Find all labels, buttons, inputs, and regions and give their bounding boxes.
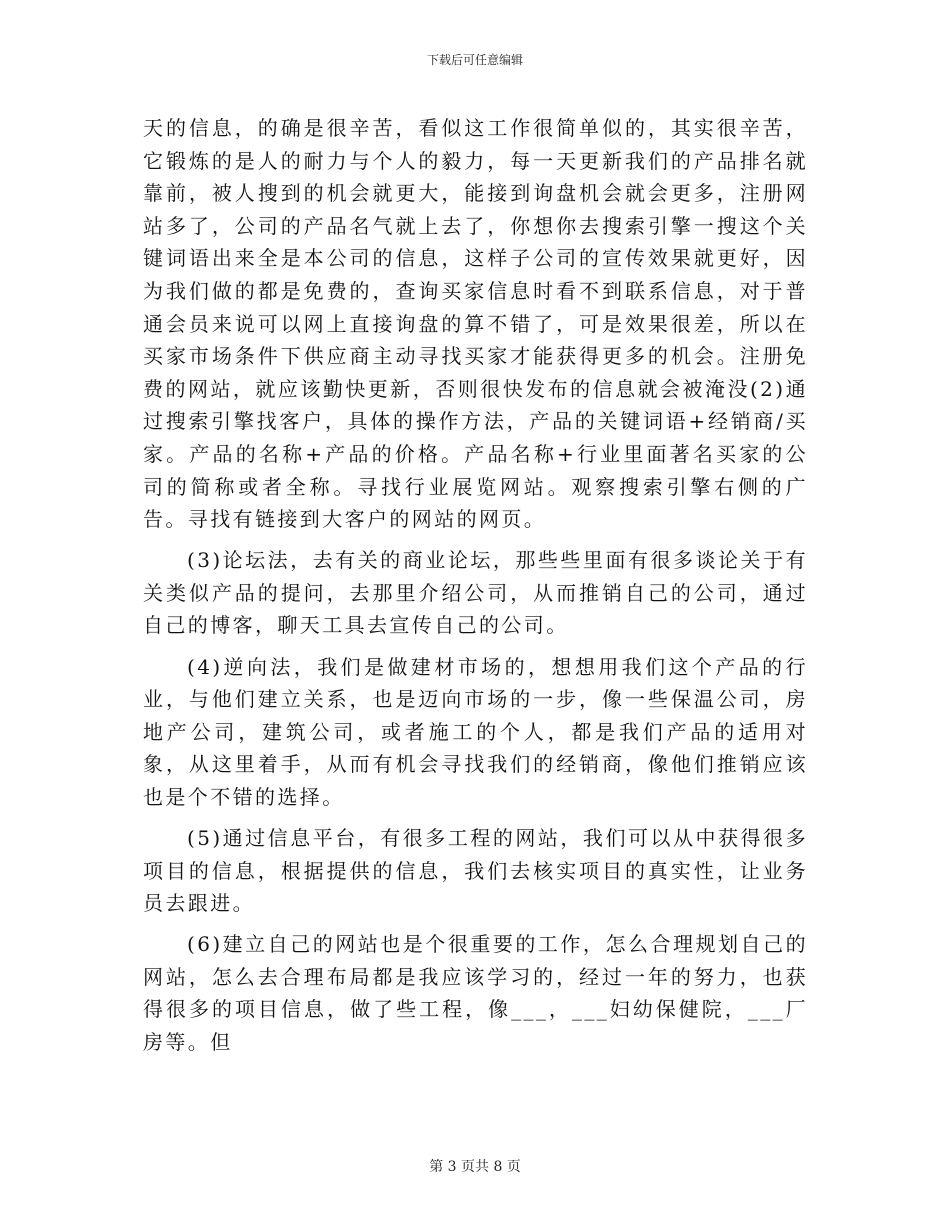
paragraph-own-website: (6)建立自己的网站也是个很重要的工作，怎么合理规划自己的网站，怎么去合理布局都是我应该学习的，经过一年的努力，也获得很多的项目信息，做了些工程，像___，___妇幼保健院，___厂房等。但 [143,932,808,1055]
document-body [143,112,808,1059]
page-footer: 第 3 页共 8 页 [429,1159,521,1175]
paragraph-reverse-method: (4)逆向法，我们是做建材市场的，想想用我们这个产品的行业，与他们建立关系，也是迈向市场的一步，像一些保温公司，房地产公司，建筑公司，或者施工的个人，都是我们产品的适用对象，从这里着手，从而有机会寻找我们的经销商，像他们推销应该也是个不错的选择。 [143,654,808,809]
paragraph-info-platform: (5)通过信息平台，有很多工程的网站，我们可以从中获得很多项目的信息，根据提供的信息，我们去核实项目的真实性，让业务员去跟进。 [143,825,808,916]
page-header: 下载后可任意编辑 [426,53,523,67]
paragraph-forum-method: (3)论坛法，去有关的商业论坛，那些些里面有很多谈论关于有关类似产品的提问，去那里介绍公司，从而推销自己的公司，通过自己的博客，聊天工具去宣传自己的公司。 [143,548,808,638]
paragraph-continued: 天的信息，的确是很辛苦，看似这工作很简单似的，其实很辛苦，它锻炼的是人的耐力与个人的毅力，每一天更新我们的产品排名就靠前，被人搜到的机会就更大，能接到询盘机会就会更多，注册网站多了，公司的产品名气就上去了，你想你去搜索引擎一搜这个关键词语出来全是本公司的信息，这样子公司的宣传效果就更好，因为我们做的都是免费的，查询买家信息时看不到联系信息，对于普通会员来说可以网上直接询盘的算不错了，可是效果很差，所以在买家市场条件下供应商主动寻找买家才能获得更多的机会。注册免费的网站，就应该勤快更新，否则很快发布的信息就会被淹没(2)通过搜索引擎找客户，具体的操作方法，产品的关键词语+经销商/买家。产品的名称+产品的价格。产品名称+行业里面著名买家的公司的简称或者全称。寻找行业展览网站。观察搜索引擎右侧的广告。寻找有链接到大客户的网站的网页。 [143,116,808,532]
